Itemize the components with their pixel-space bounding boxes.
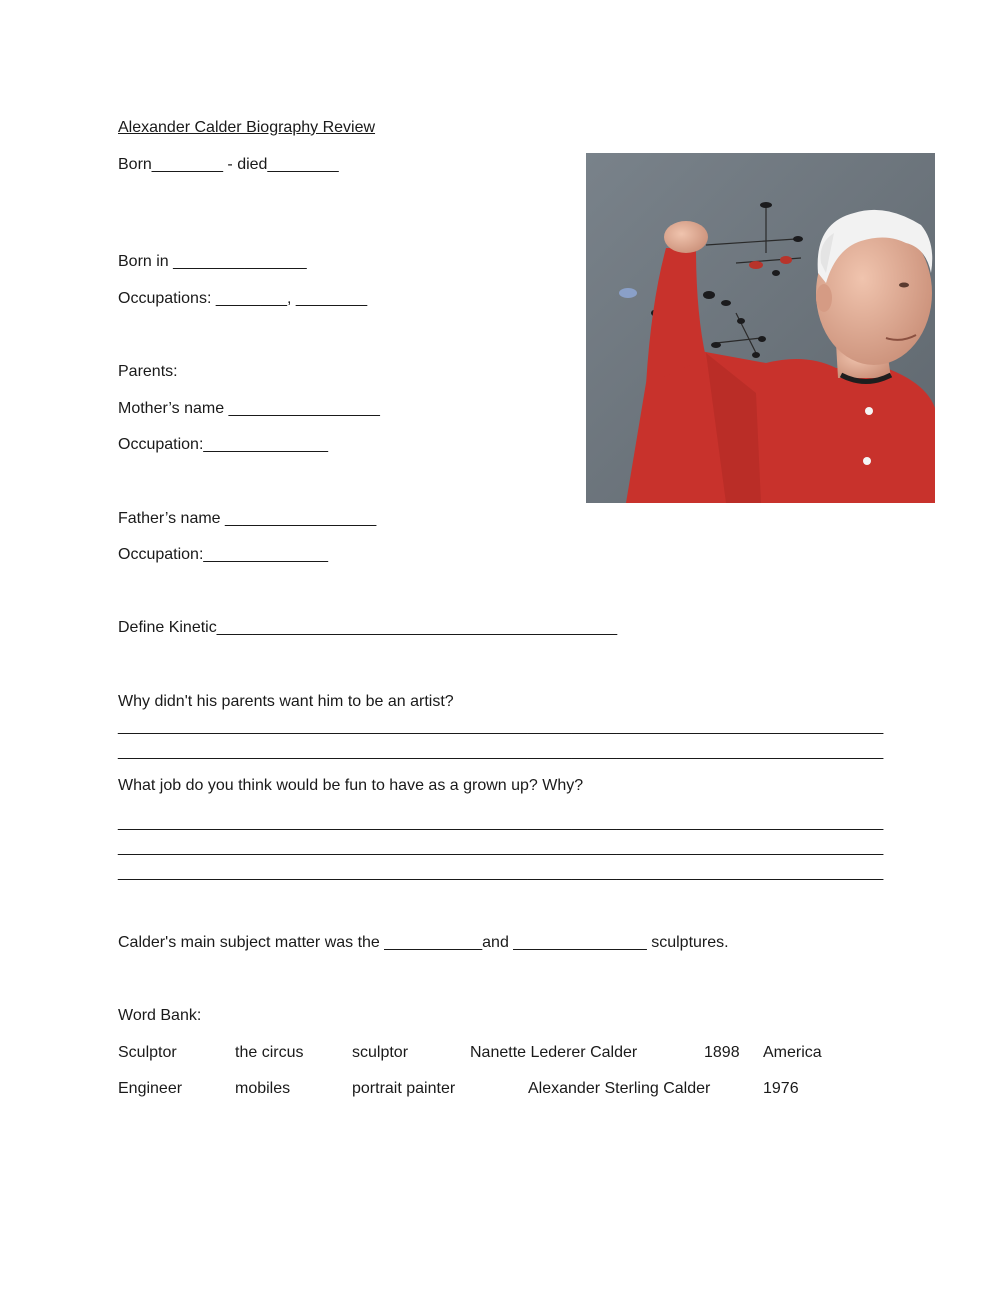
answer-line: ______________________________________________________________________________________ <box>118 718 884 735</box>
define-kinetic-field: Define Kinetic_____________________________________________ <box>118 619 618 636</box>
question-fun-job: What job do you think would be fun to have as a grown up? Why? <box>118 777 584 794</box>
word-bank-item: Alexander Sterling Calder <box>528 1080 711 1097</box>
word-bank-item: Engineer <box>118 1080 183 1097</box>
calder-photo-illustration <box>586 153 935 503</box>
answer-line: ______________________________________________________________________________________ <box>118 864 884 881</box>
word-bank-item: Nanette Lederer Calder <box>470 1044 638 1061</box>
word-bank-item: the circus <box>235 1044 304 1061</box>
word-bank-item: America <box>763 1044 822 1061</box>
occupations-field: Occupations: ________, ________ <box>118 290 368 307</box>
word-bank-label: Word Bank: <box>118 1007 202 1024</box>
born-in-field: Born in _______________ <box>118 253 307 270</box>
word-bank-item: Sculptor <box>118 1044 177 1061</box>
mother-name-field: Mother’s name _________________ <box>118 400 380 417</box>
mother-occupation-field: Occupation:______________ <box>118 436 328 453</box>
born-died-field: Born________ - died________ <box>118 156 339 173</box>
question-parents-artist: Why didn't his parents want him to be an artist? <box>118 693 454 710</box>
answer-line: ______________________________________________________________________________________ <box>118 839 884 856</box>
word-bank-item: 1898 <box>704 1044 740 1061</box>
parents-label: Parents: <box>118 363 178 380</box>
word-bank-item: 1976 <box>763 1080 799 1097</box>
answer-line: ______________________________________________________________________________________ <box>118 743 884 760</box>
father-occupation-field: Occupation:______________ <box>118 546 328 563</box>
page-title: Alexander Calder Biography Review <box>118 119 376 136</box>
word-bank-item: mobiles <box>235 1080 291 1097</box>
answer-line: ______________________________________________________________________________________ <box>118 814 884 831</box>
word-bank-item: sculptor <box>352 1044 409 1061</box>
father-name-field: Father’s name _________________ <box>118 510 377 527</box>
calder-photo <box>586 153 935 503</box>
subject-matter-sentence: Calder's main subject matter was the ___________and _______________ sculptures. <box>118 934 729 951</box>
word-bank-item: portrait painter <box>352 1080 456 1097</box>
